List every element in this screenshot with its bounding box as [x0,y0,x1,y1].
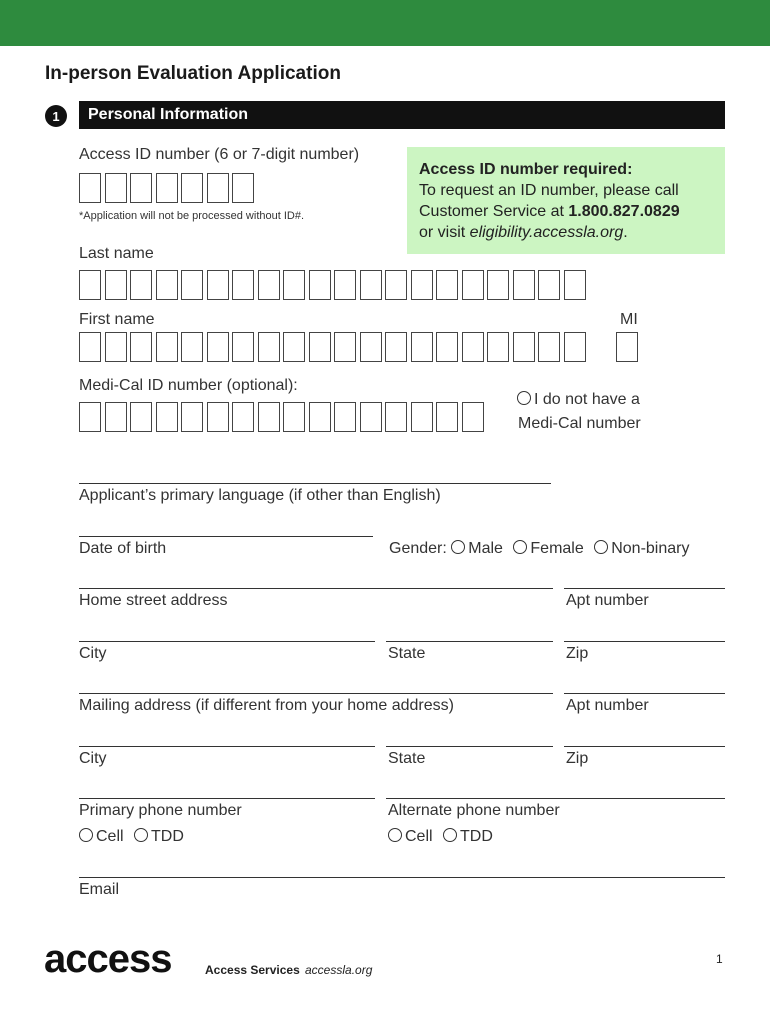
mailing-zip-line[interactable] [564,746,725,747]
char-box[interactable] [564,270,586,300]
last-name-label: Last name [79,245,154,262]
alternate-phone-type [388,828,493,846]
date-of-birth-line[interactable] [79,536,373,537]
home-state-line[interactable] [386,641,553,642]
char-box[interactable] [462,332,484,362]
char-box[interactable] [283,402,305,432]
last-name-boxes[interactable] [79,270,589,300]
char-box[interactable] [79,402,101,432]
char-box[interactable] [283,270,305,300]
info-box-line2 [419,201,713,222]
access-id-note: *Application will not be processed without ID#. [79,210,305,222]
char-box[interactable] [232,332,254,362]
char-box[interactable] [130,332,152,362]
char-box[interactable] [462,402,484,432]
home-apt-line[interactable] [564,588,725,589]
first-name-label: First name [79,311,155,328]
info-box-title: Access ID number required: [419,161,633,178]
primary-language-line[interactable] [79,483,551,484]
mailing-city-label: City [79,750,107,767]
alternate-tdd-radio[interactable] [443,828,457,842]
section-number-badge: 1 [45,105,67,127]
info-box-line1: To request an ID number, please call [419,182,679,199]
char-box[interactable] [232,402,254,432]
char-box[interactable] [79,332,101,362]
primary-tdd-radio[interactable] [134,828,148,842]
char-box[interactable] [130,402,152,432]
char-box[interactable] [283,332,305,362]
home-address-line[interactable] [79,588,553,589]
char-box[interactable] [207,402,229,432]
char-box[interactable] [79,173,101,203]
alternate-phone-line[interactable] [386,798,725,799]
alternate-tdd-option[interactable] [443,828,493,845]
char-box[interactable] [360,270,382,300]
char-box[interactable] [232,173,254,203]
gender-female-label: Female [530,540,584,557]
no-medi-cal-option[interactable] [517,391,640,409]
footer-services: Access Services [205,963,300,977]
char-box[interactable] [385,332,407,362]
gender-nonbinary-radio[interactable] [594,540,608,554]
gender-male-option[interactable] [451,540,503,557]
mailing-zip-label: Zip [566,750,589,767]
char-box[interactable] [360,332,382,362]
alternate-cell-radio[interactable] [388,828,402,842]
mailing-address-line[interactable] [79,693,553,694]
char-box[interactable] [334,402,356,432]
char-box[interactable] [181,332,203,362]
gender-female-radio[interactable] [513,540,527,554]
char-box[interactable] [258,402,280,432]
primary-tdd-label: TDD [151,828,184,845]
char-box[interactable] [79,270,101,300]
footer-url[interactable]: accessla.org [305,963,373,977]
access-id-label: Access ID number (6 or 7-digit number) [79,146,360,163]
char-box[interactable] [436,270,458,300]
primary-cell-label: Cell [96,828,124,845]
mailing-address-label: Mailing address (if different from your home address) [79,697,454,714]
mailing-state-label: State [388,750,426,767]
mailing-state-line[interactable] [386,746,553,747]
date-of-birth-label: Date of birth [79,540,167,557]
char-box[interactable] [207,332,229,362]
page-number: 1 [716,952,723,966]
char-box[interactable] [258,332,280,362]
home-address-label: Home street address [79,592,228,609]
middle-initial-box[interactable] [616,332,642,362]
section-header: Personal Information [79,101,725,129]
char-box[interactable] [181,173,203,203]
gender-female-option[interactable] [513,540,583,557]
char-box[interactable] [385,270,407,300]
primary-cell-option[interactable] [79,828,124,845]
primary-cell-radio[interactable] [79,828,93,842]
alternate-cell-option[interactable] [388,828,433,845]
gender-group [389,540,689,558]
char-box[interactable] [616,332,638,362]
char-box[interactable] [513,332,535,362]
customer-service-phone: 1.800.827.0829 [568,203,680,220]
home-city-line[interactable] [79,641,375,642]
char-box[interactable] [156,332,178,362]
char-box[interactable] [385,402,407,432]
primary-phone-line[interactable] [79,798,375,799]
char-box[interactable] [207,173,229,203]
first-name-boxes[interactable] [79,332,589,362]
no-medi-cal-line2: Medi-Cal number [518,415,641,432]
char-box[interactable] [436,332,458,362]
mailing-apt-line[interactable] [564,693,725,694]
email-line[interactable] [79,877,725,878]
char-box[interactable] [564,332,586,362]
char-box[interactable] [411,270,433,300]
info-box-line2-prefix: Customer Service at [419,203,569,220]
medi-cal-boxes[interactable] [79,402,487,432]
access-id-info-box [407,147,725,254]
char-box[interactable] [360,402,382,432]
char-box[interactable] [538,332,560,362]
top-green-bar [0,0,770,46]
char-box[interactable] [156,173,178,203]
char-box[interactable] [258,270,280,300]
gender-male-radio[interactable] [451,540,465,554]
char-box[interactable] [105,270,127,300]
char-box[interactable] [105,332,127,362]
char-box[interactable] [130,173,152,203]
gender-nonbinary-option[interactable] [594,540,689,557]
char-box[interactable] [309,270,331,300]
no-medi-cal-line1: I do not have a [534,391,640,408]
middle-initial-label: MI [620,311,638,328]
access-id-boxes[interactable] [79,173,258,203]
primary-phone-label: Primary phone number [79,802,242,819]
gender-male-label: Male [468,540,503,557]
char-box[interactable] [309,332,331,362]
home-state-label: State [388,645,426,662]
char-box[interactable] [181,270,203,300]
mailing-apt-label: Apt number [566,697,649,714]
access-logo: access [44,937,172,981]
email-label: Email [79,881,120,898]
no-medi-cal-radio[interactable] [517,391,531,405]
medi-cal-label: Medi-Cal ID number (optional): [79,377,298,394]
char-box[interactable] [309,402,331,432]
char-box[interactable] [181,402,203,432]
char-box[interactable] [334,270,356,300]
home-zip-line[interactable] [564,641,725,642]
alternate-cell-label: Cell [405,828,433,845]
char-box[interactable] [207,270,229,300]
alternate-phone-label: Alternate phone number [388,802,560,819]
eligibility-link[interactable]: eligibility.accessla.org [469,224,624,241]
char-box[interactable] [130,270,152,300]
char-box[interactable] [156,402,178,432]
primary-phone-type [79,828,184,846]
info-box-line3-prefix: or visit [419,224,470,241]
char-box[interactable] [436,402,458,432]
info-box-line3 [419,222,713,243]
primary-language-label: Applicant’s primary language (if other than English) [79,487,441,504]
char-box[interactable] [513,270,535,300]
gender-label: Gender: [389,540,447,557]
char-box[interactable] [105,402,127,432]
gender-nonbinary-label: Non-binary [611,540,690,557]
char-box[interactable] [105,173,127,203]
char-box[interactable] [156,270,178,300]
char-box[interactable] [411,332,433,362]
mailing-city-line[interactable] [79,746,375,747]
alternate-tdd-label: TDD [460,828,493,845]
home-apt-label: Apt number [566,592,649,609]
char-box[interactable] [334,332,356,362]
char-box[interactable] [487,270,509,300]
char-box[interactable] [538,270,560,300]
char-box[interactable] [462,270,484,300]
char-box[interactable] [411,402,433,432]
home-city-label: City [79,645,107,662]
char-box[interactable] [232,270,254,300]
info-box-line3-suffix: . [623,224,628,241]
primary-tdd-option[interactable] [134,828,184,845]
home-zip-label: Zip [566,645,589,662]
char-box[interactable] [487,332,509,362]
document-title: In-person Evaluation Application [45,63,341,84]
